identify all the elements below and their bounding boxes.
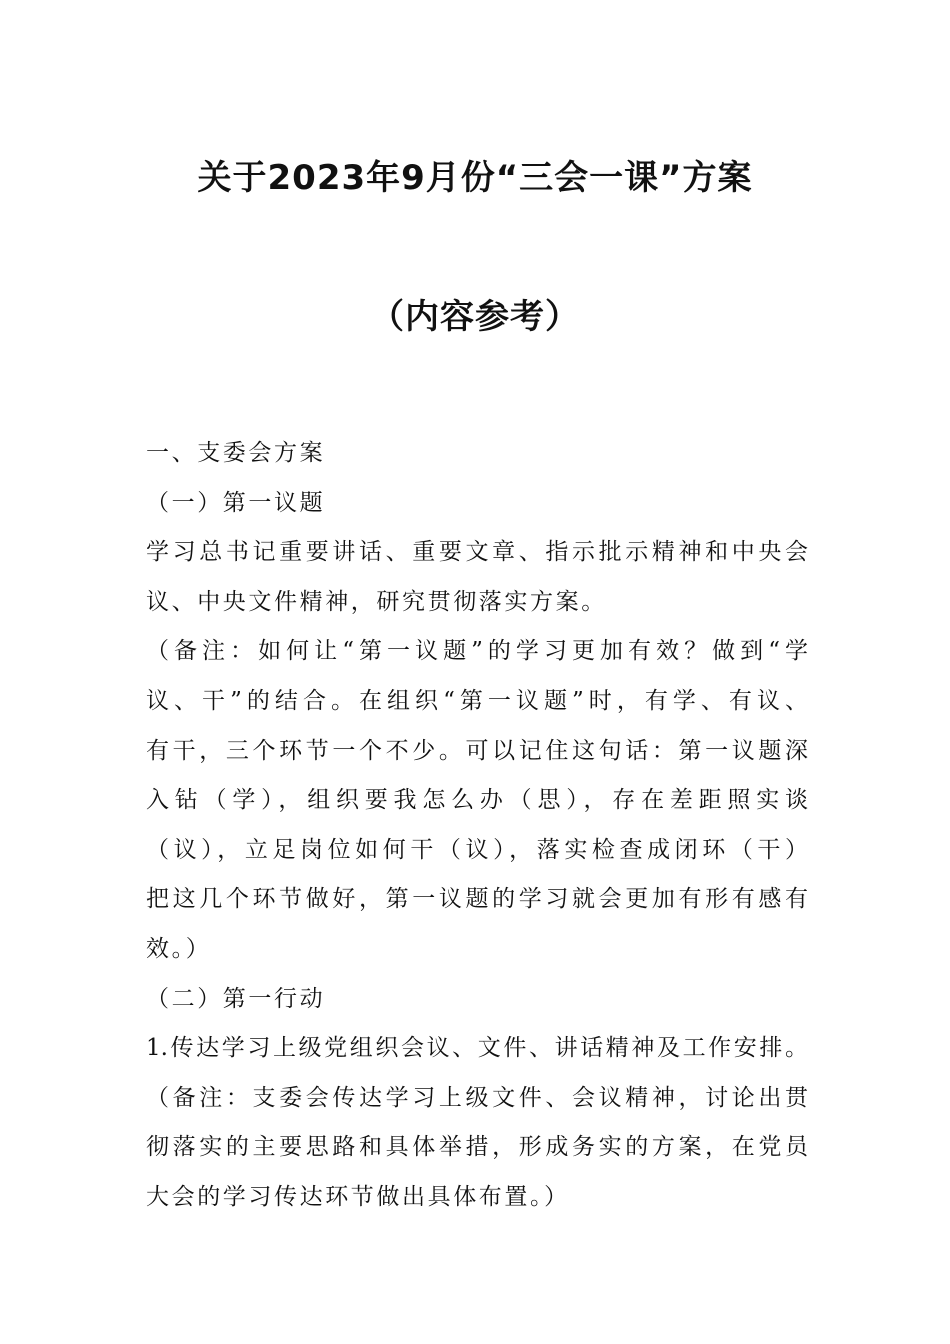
note-line: （议），立足岗位如何干（议），落实检查成闭环（干） <box>146 836 808 863</box>
subsection-heading: （一）第一议题 <box>146 489 326 516</box>
note-line: 把这几个环节做好，第一议题的学习就会更加有形有感有 <box>146 886 808 913</box>
document-subtitle: （内容参考） <box>370 297 580 337</box>
note-line: 入钻（学），组织要我怎么办（思），存在差距照实谈 <box>146 787 808 814</box>
note-line: 效。） <box>146 935 212 962</box>
subsection-heading: （二）第一行动 <box>146 985 326 1012</box>
note-line: （备注：支委会传达学习上级文件、会议精神，讨论出贯 <box>146 1084 808 1111</box>
note-line: 大会的学习传达环节做出具体布置。） <box>146 1183 570 1210</box>
document-body <box>146 429 808 1223</box>
paragraph-line: 学习总书记重要讲话、重要文章、指示批示精神和中央会 <box>146 539 808 566</box>
note-line: 彻落实的主要思路和具体举措，形成务实的方案，在党员 <box>146 1134 808 1161</box>
note-line: （备注：如何让“第一议题”的学习更加有效？做到“学 <box>146 638 808 665</box>
paragraph-line: 议、中央文件精神，研究贯彻落实方案。 <box>146 588 607 615</box>
note-line: 议、干”的结合。在组织“第一议题”时，有学、有议、 <box>146 687 808 714</box>
document-title: 关于2023年9月份“三会一课”方案 <box>197 158 753 198</box>
note-line: 有干，三个环节一个不少。可以记住这句话：第一议题深 <box>146 737 808 764</box>
section-heading: 一、支委会方案 <box>146 440 326 466</box>
list-item: 1.传达学习上级党组织会议、文件、讲话精神及工作安排。 <box>146 1035 808 1062</box>
